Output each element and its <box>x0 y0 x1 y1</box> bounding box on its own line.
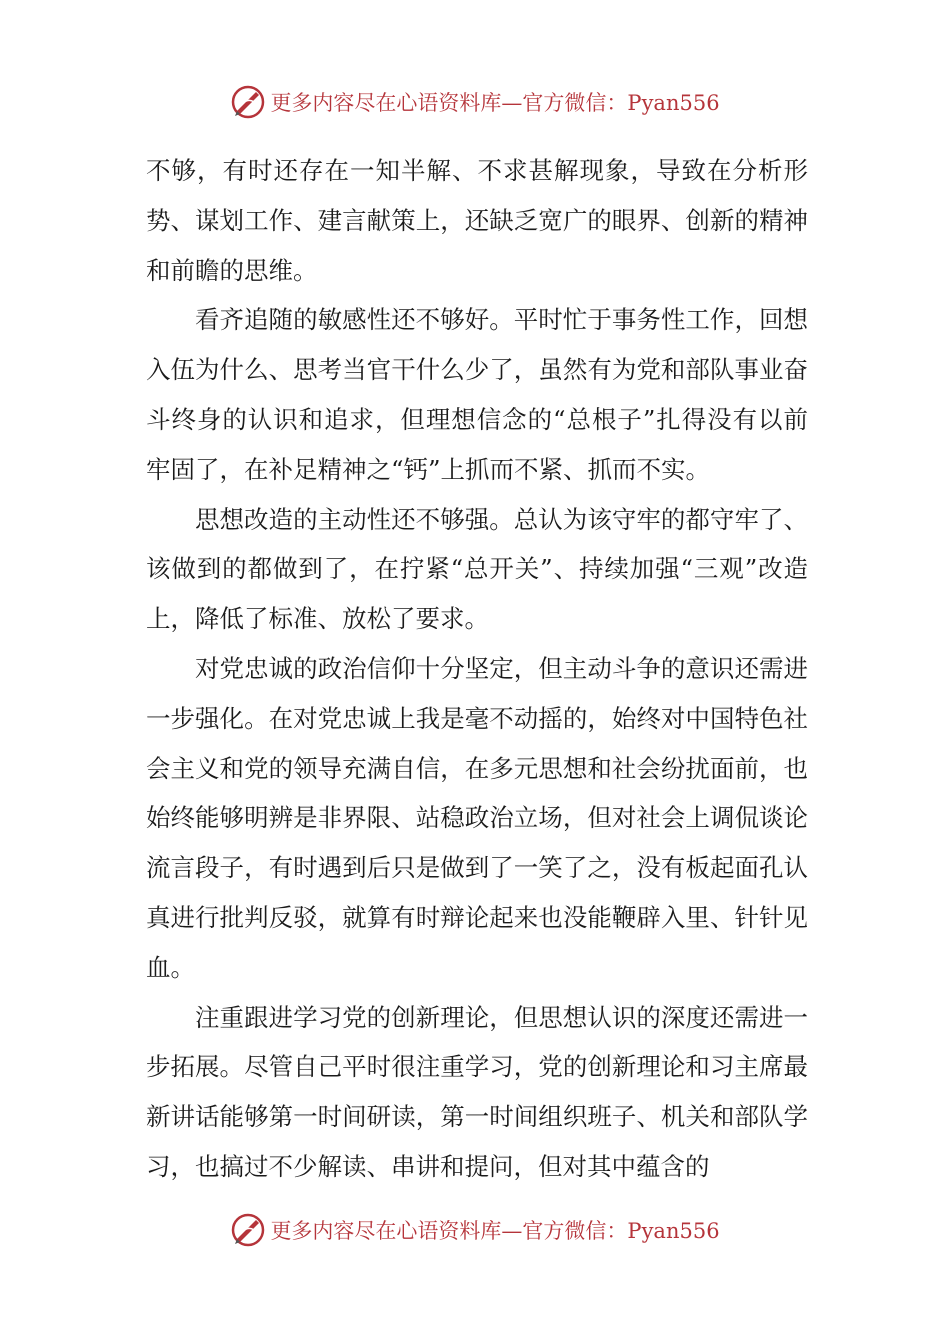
footer-banner <box>0 1210 950 1250</box>
document-body <box>146 146 808 1192</box>
footer-banner-text: 更多内容尽在心语资料库—官方微信：Pyan556 <box>270 1219 720 1243</box>
header-banner <box>0 82 950 122</box>
header-banner-text: 更多内容尽在心语资料库—官方微信：Pyan556 <box>270 91 720 115</box>
pen-logo-icon <box>230 1212 266 1248</box>
paragraph-5: 注重跟进学习党的创新理论，但思想认识的深度还需进一步拓展。尽管自己平时很注重学习，党的创新理论和习主席最新讲话能够第一时间研读，第一时间组织班子、机关和部队学习，也搞过不少解读、串讲和提问，但对其中蕴含的 <box>146 1002 808 1181</box>
paragraph-4: 对党忠诚的政治信仰十分坚定，但主动斗争的意识还需进一步强化。在对党忠诚上我是毫不动摇的，始终对中国特色社会主义和党的领导充满自信，在多元思想和社会纷扰面前，也始终能够明辨是非界限、站稳政治立场，但对社会上调侃谈论流言段子，有时遇到后只是做到了一笑了之，没有板起面孔认真进行批判反驳，就算有时辩论起来也没能鞭辟入里、针针见血。 <box>146 653 808 982</box>
paragraph-1: 不够，有时还存在一知半解、不求甚解现象，导致在分析形势、谋划工作、建言献策上，还缺乏宽广的眼界、创新的精神和前瞻的思维。 <box>146 156 808 285</box>
pen-logo-icon <box>230 84 266 120</box>
paragraph-2: 看齐追随的敏感性还不够好。平时忙于事务性工作，回想入伍为什么、思考当官干什么少了，虽然有为党和部队事业奋斗终身的认识和追求，但理想信念的“总根子”扎得没有以前牢固了，在补足精神之“钙”上抓而不紧、抓而不实。 <box>146 305 808 484</box>
paragraph-3: 思想改造的主动性还不够强。总认为该守牢的都守牢了、该做到的都做到了，在拧紧“总开关”、持续加强“三观”改造上，降低了标准、放松了要求。 <box>146 504 808 634</box>
